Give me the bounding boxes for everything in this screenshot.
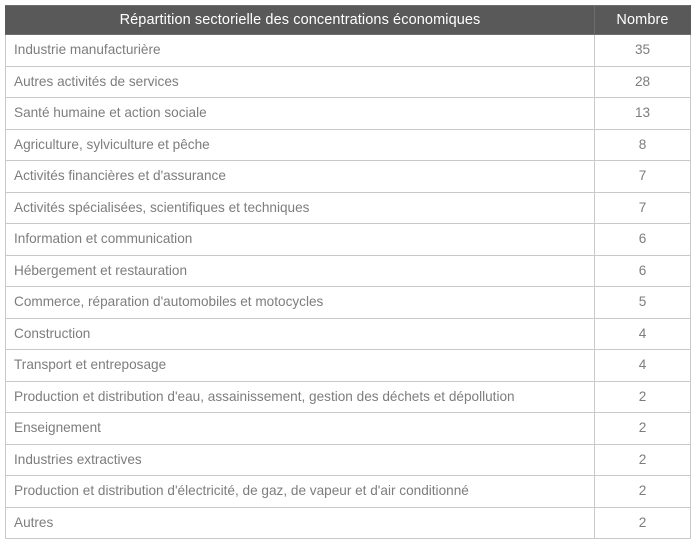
table-header-row [6,6,691,35]
column-header-label: Répartition sectorielle des concentrations économiques [6,6,595,35]
cell-sector-count: 6 [595,224,691,256]
table-row [6,381,691,413]
table-row [6,224,691,256]
cell-sector-label: Production et distribution d'électricité, de gaz, de vapeur et d'air conditionné [6,476,595,508]
cell-sector-count: 4 [595,350,691,382]
table-row [6,507,691,539]
cell-sector-label: Agriculture, sylviculture et pêche [6,129,595,161]
cell-sector-label: Industries extractives [6,444,595,476]
cell-sector-count: 4 [595,318,691,350]
table-header [6,6,691,35]
cell-sector-count: 28 [595,66,691,98]
cell-sector-label: Hébergement et restauration [6,255,595,287]
table-row [6,161,691,193]
cell-sector-count: 5 [595,287,691,319]
sector-distribution-table [5,5,691,539]
table-row [6,444,691,476]
cell-sector-count: 13 [595,98,691,130]
cell-sector-count: 2 [595,381,691,413]
cell-sector-label: Information et communication [6,224,595,256]
cell-sector-count: 6 [595,255,691,287]
cell-sector-count: 2 [595,507,691,539]
cell-sector-label: Activités spécialisées, scientifiques et techniques [6,192,595,224]
table-row [6,66,691,98]
cell-sector-count: 8 [595,129,691,161]
cell-sector-label: Autres activités de services [6,66,595,98]
table-row [6,35,691,67]
table-row [6,98,691,130]
cell-sector-count: 7 [595,161,691,193]
table-row [6,255,691,287]
cell-sector-label: Enseignement [6,413,595,445]
cell-sector-count: 2 [595,444,691,476]
table-row [6,192,691,224]
table-row [6,476,691,508]
cell-sector-count: 2 [595,476,691,508]
cell-sector-label: Santé humaine et action sociale [6,98,595,130]
cell-sector-count: 2 [595,413,691,445]
cell-sector-label: Industrie manufacturière [6,35,595,67]
cell-sector-label: Transport et entreposage [6,350,595,382]
table-body [6,35,691,539]
table-row [6,413,691,445]
cell-sector-label: Production et distribution d'eau, assainissement, gestion des déchets et dépollution [6,381,595,413]
column-header-value: Nombre [595,6,691,35]
cell-sector-label: Activités financières et d'assurance [6,161,595,193]
table-row [6,350,691,382]
table-row [6,287,691,319]
table-row [6,318,691,350]
table-row [6,129,691,161]
cell-sector-label: Commerce, réparation d'automobiles et motocycles [6,287,595,319]
cell-sector-label: Construction [6,318,595,350]
cell-sector-count: 7 [595,192,691,224]
cell-sector-count: 35 [595,35,691,67]
cell-sector-label: Autres [6,507,595,539]
